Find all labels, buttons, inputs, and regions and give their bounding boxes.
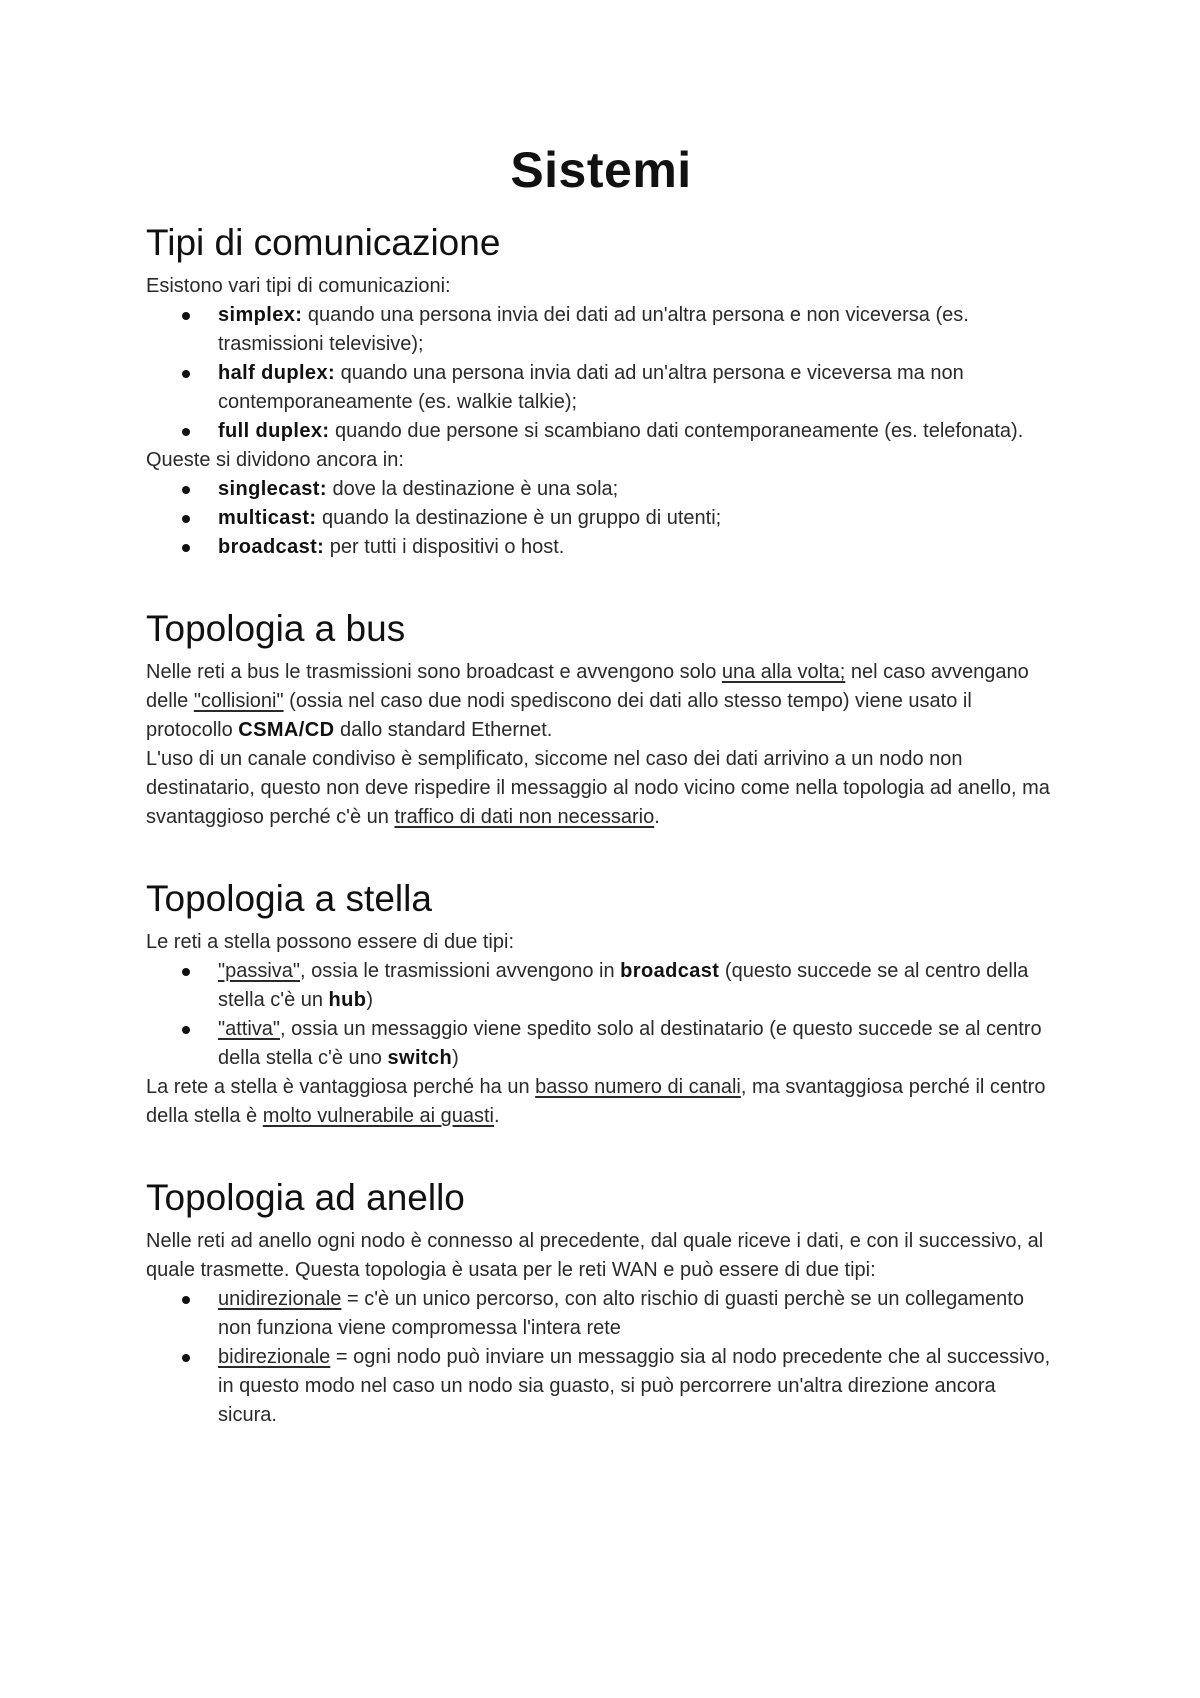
list-item <box>218 417 1056 446</box>
term: broadcast: <box>218 536 325 558</box>
list-item <box>218 301 1056 359</box>
text-run: Nelle reti a bus le trasmissioni sono broadcast e avvengono solo <box>146 661 722 683</box>
page-title: Sistemi <box>510 142 692 198</box>
underlined-text: bidirezionale <box>218 1346 331 1368</box>
text-run: dallo standard Ethernet. <box>334 719 553 741</box>
text-run: ) <box>452 1047 459 1069</box>
bold-text: hub <box>328 989 367 1011</box>
section-topologia-a-bus <box>146 606 1056 832</box>
term: multicast: <box>218 507 317 529</box>
item-text: quando una persona invia dati ad un'altra persona e viceversa ma non contemporaneamente (es. walkie talkie); <box>218 362 964 413</box>
underlined-text: traffico di dati non necessario <box>394 806 655 828</box>
item-text: quando due persone si scambiano dati contemporaneamente (es. telefonata). <box>329 420 1024 442</box>
paragraph <box>146 745 1056 832</box>
list-item <box>218 1343 1056 1430</box>
text-run: , ossia le trasmissioni avvengono in <box>300 960 621 982</box>
item-text: quando una persona invia dei dati ad un'altra persona e non viceversa (es. trasmissioni televisive); <box>218 304 969 355</box>
list-item <box>218 957 1056 1015</box>
paragraph: Queste si dividono ancora in: <box>146 449 404 471</box>
term: full duplex: <box>218 420 330 442</box>
underlined-text: molto vulnerabile ai guasti <box>262 1105 494 1127</box>
bold-text: CSMA/CD <box>238 719 335 741</box>
section-heading: Topologia a bus <box>146 608 406 649</box>
bullet-list <box>146 957 1056 1073</box>
paragraph <box>146 1073 1056 1131</box>
list-item <box>218 504 1056 533</box>
bullet-list <box>146 301 1056 446</box>
underlined-text: basso numero di canali <box>535 1076 741 1098</box>
list-item <box>218 1015 1056 1073</box>
bullet-list <box>146 1285 1056 1430</box>
text-run: La rete a stella è vantaggiosa perché ha un <box>146 1076 536 1098</box>
text-run: ) <box>366 989 374 1011</box>
term: half duplex: <box>218 362 336 384</box>
text-run: . <box>494 1105 500 1127</box>
list-item <box>218 1285 1056 1343</box>
underlined-text: una alla volta; <box>721 661 846 683</box>
text-run: nel caso avvengano delle <box>146 661 1029 712</box>
section-heading: Tipi di comunicazione <box>146 222 501 263</box>
text-run: L'uso di un canale condiviso è semplificato, siccome nel caso dei dati arrivino a un nodo non destinatario, questo non deve rispedire il messaggio al nodo vicino come nella topologia ad anello, ma svantaggioso perché c'è un <box>146 748 1050 828</box>
term: simplex: <box>218 304 303 326</box>
section-tipi-di-comunicazione <box>146 220 1056 562</box>
text-run: = ogni nodo può inviare un messaggio sia al nodo precedente che al successivo, in questo modo nel caso un nodo sia guasto, si può percorrere un'altra direzione ancora sicura. <box>218 1346 1051 1426</box>
text-run: (questo succede se al centro della stella c'è un <box>218 960 1029 1011</box>
bold-text: broadcast <box>620 960 720 982</box>
underlined-text: "collisioni" <box>193 690 284 712</box>
text-run: , ma svantaggiosa perché il centro della stella è <box>146 1076 1046 1127</box>
paragraph: Le reti a stella possono essere di due tipi: <box>146 931 514 953</box>
underlined-text: unidirezionale <box>218 1288 342 1310</box>
item-text: dove la destinazione è una sola; <box>326 478 619 500</box>
list-item <box>218 359 1056 417</box>
paragraph: Nelle reti ad anello ogni nodo è connesso al precedente, dal quale riceve i dati, e con il successivo, al quale trasmette. Questa topologia è usata per le reti WAN e può essere di due tipi: <box>146 1230 1044 1281</box>
section-topologia-a-stella <box>146 876 1056 1131</box>
section-heading: Topologia a stella <box>146 878 432 919</box>
bold-text: switch <box>387 1047 453 1069</box>
list-item <box>218 533 1056 562</box>
section-heading: Topologia ad anello <box>146 1177 465 1218</box>
text-run: . <box>654 806 660 828</box>
text-run: (ossia nel caso due nodi spediscono dei dati allo stesso tempo) viene usato il protocollo <box>146 690 972 741</box>
bullet-list <box>146 475 1056 562</box>
item-text: quando la destinazione è un gruppo di utenti; <box>316 507 722 529</box>
paragraph <box>146 658 1056 745</box>
list-item <box>218 475 1056 504</box>
section-topologia-ad-anello <box>146 1175 1056 1430</box>
underlined-text: "passiva" <box>218 960 301 982</box>
text-run: , ossia un messaggio viene spedito solo al destinatario (e questo succede se al centro della stella c'è uno <box>218 1018 1042 1069</box>
text-run: = c'è un unico percorso, con alto rischio di guasti perchè se un collegamento non funziona viene compromessa l'intera rete <box>218 1288 1024 1339</box>
underlined-text: "attiva" <box>218 1018 281 1040</box>
item-text: per tutti i dispositivi o host. <box>324 536 565 558</box>
paragraph: Esistono vari tipi di comunicazioni: <box>146 275 451 297</box>
term: singlecast: <box>218 478 327 500</box>
